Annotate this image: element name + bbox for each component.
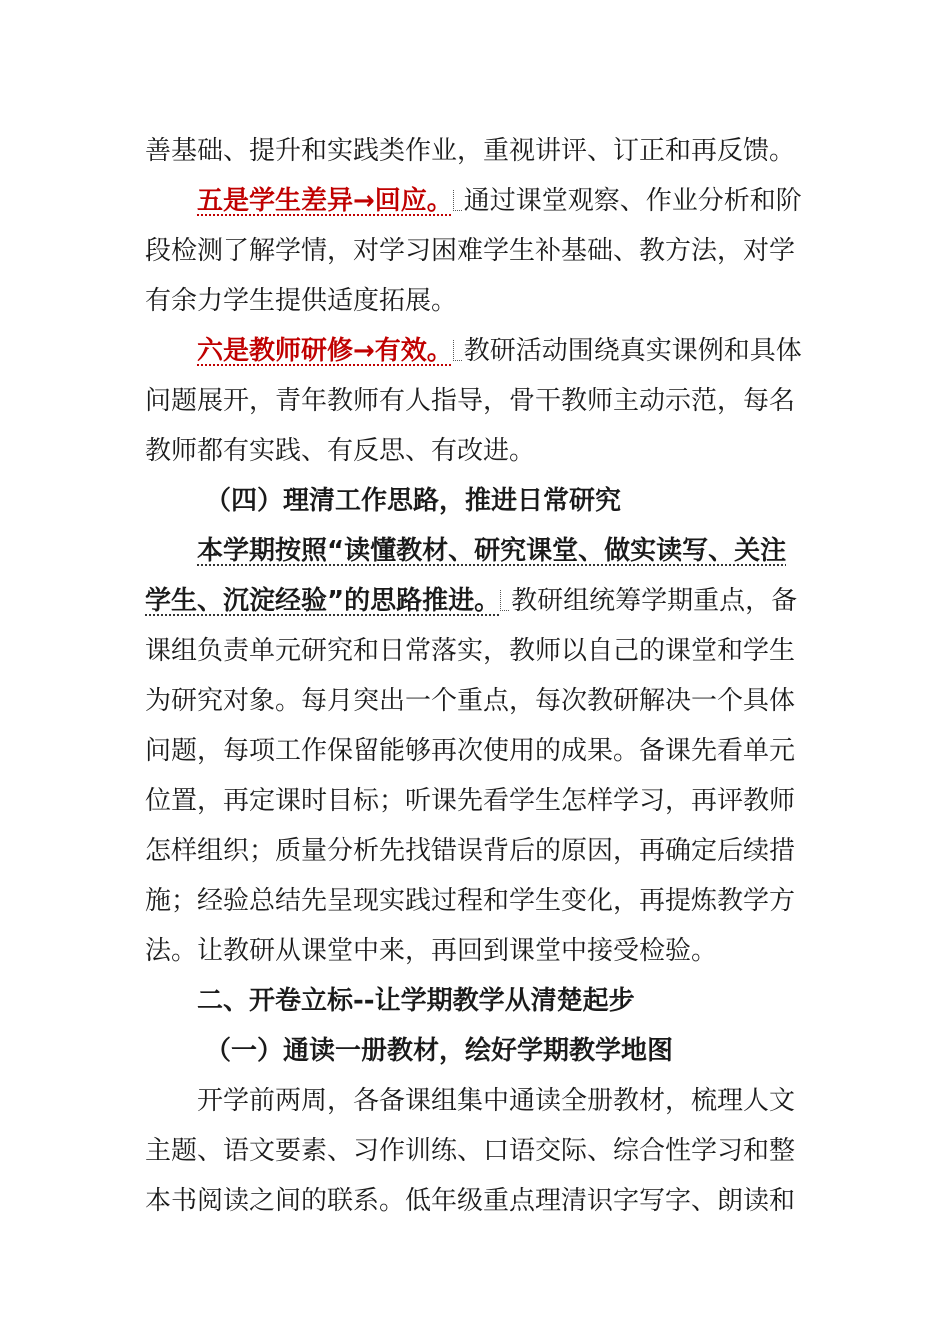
text-line: [145, 876, 810, 926]
point-six-lead: 六是教师研修→有效。: [197, 336, 453, 366]
section-heading: [205, 1026, 810, 1076]
heading-text: （一）通读一册教材，绘好学期教学地图: [205, 1036, 674, 1066]
text: 怎样组织；质量分析先找错误背后的原因，再确定后续措: [145, 836, 796, 866]
text-line: [145, 576, 810, 626]
text: 教师都有实践、有反思、有改进。: [145, 436, 536, 466]
text: 位置，再定课时目标；听课先看学生怎样学习，再评教师: [145, 786, 796, 816]
text: 问题，每项工作保留能够再次使用的成果。备课先看单元: [145, 736, 796, 766]
paragraph-mark-icon: [453, 340, 462, 361]
paragraph-mark-icon: [453, 190, 462, 211]
paragraph-lead: 本学期按照“读懂教材、研究课堂、做实读写、关注: [197, 536, 787, 566]
heading-text: 二、开卷立标--让学期教学从清楚起步: [197, 986, 635, 1016]
text-line: [145, 376, 810, 426]
text-line: [197, 1076, 810, 1126]
text-line: [145, 626, 810, 676]
text-line: [145, 776, 810, 826]
text: 问题展开，青年教师有人指导，骨干教师主动示范，每名: [145, 386, 796, 416]
text-line: [145, 676, 810, 726]
text: 施；经验总结先呈现实践过程和学生变化，再提炼教学方: [145, 886, 796, 916]
text: 教研活动围绕真实课例和具体: [463, 336, 802, 366]
text: 法。让教研从课堂中来，再回到课堂中接受检验。: [145, 936, 718, 966]
text-line: [145, 126, 810, 176]
text: 教研组统筹学期重点，备: [511, 586, 798, 616]
text: 有余力学生提供适度拓展。: [145, 286, 458, 316]
text: 开学前两周，各备课组集中通读全册教材，梳理人文: [197, 1086, 796, 1116]
text-line: [145, 226, 810, 276]
point-five-lead: 五是学生差异→回应。: [197, 186, 453, 216]
text-line: [145, 926, 810, 976]
text: 本书阅读之间的联系。低年级重点理清识字写字、朗读和: [145, 1186, 796, 1216]
paragraph-mark-icon: [500, 590, 509, 611]
chapter-heading: [197, 976, 810, 1026]
text: 段检测了解学情，对学习困难学生补基础、教方法，对学: [145, 236, 796, 266]
text-line: [145, 1126, 810, 1176]
text-line: [145, 726, 810, 776]
text: 课组负责单元研究和日常落实，教师以自己的课堂和学生: [145, 636, 796, 666]
heading-text: （四）理清工作思路，推进日常研究: [205, 486, 622, 516]
text-line: [145, 426, 810, 476]
text: 主题、语文要素、习作训练、口语交际、综合性学习和整: [145, 1136, 796, 1166]
text: 通过课堂观察、作业分析和阶: [463, 186, 802, 216]
text-line: [145, 276, 810, 326]
text-line: [145, 826, 810, 876]
text-line: [145, 1176, 810, 1226]
text-line-point-five: [197, 176, 810, 226]
section-heading: [205, 476, 810, 526]
paragraph-lead: 学生、沉淀经验”的思路推进。: [145, 586, 501, 616]
text: 善基础、提升和实践类作业，重视讲评、订正和再反馈。: [145, 136, 796, 166]
text: 为研究对象。每月突出一个重点，每次教研解决一个具体: [145, 686, 796, 716]
text-line-point-six: [197, 326, 810, 376]
text-line: [197, 526, 810, 576]
